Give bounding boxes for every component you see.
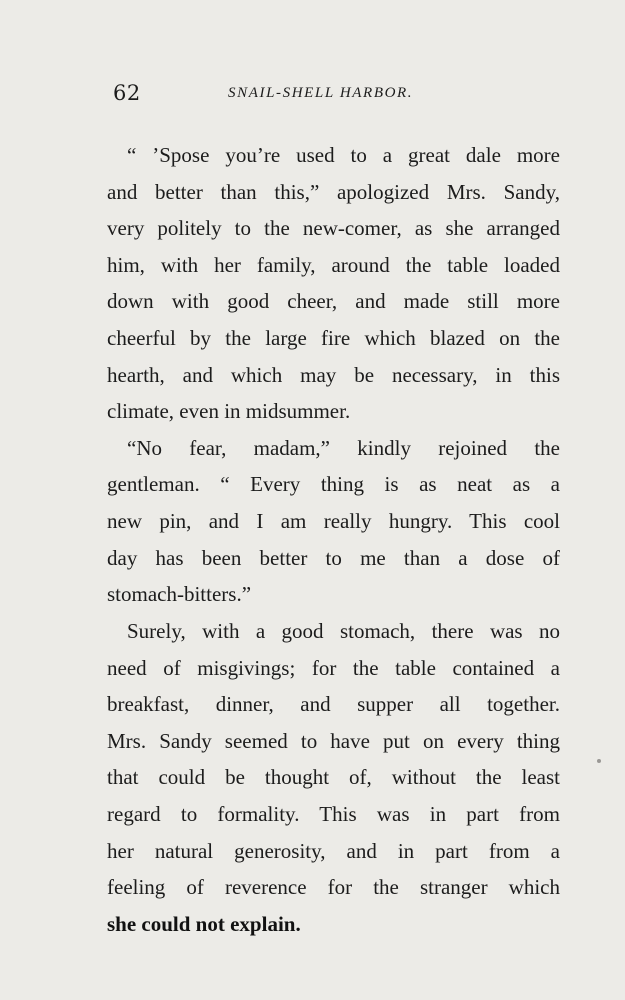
text-line: she could not explain. (107, 911, 301, 936)
text-line: Mrs. Sandy seemed to have put on every thing (107, 728, 560, 753)
running-head (0, 78, 625, 108)
text-line: gentleman. “ Every thing is as neat as a (107, 472, 560, 497)
text-line: feeling of reverence for the stranger which (107, 875, 560, 900)
text-line: stomach-bitters.” (107, 582, 252, 607)
text-line: need of misgivings; for the table contained a (107, 655, 560, 680)
text-line: regard to formality. This was in part from (107, 801, 560, 826)
text-line: that could be thought of, without the least (107, 765, 560, 790)
running-title: SNAIL-SHELL HARBOR. (228, 85, 414, 101)
text-line: hearth, and which may be necessary, in this (107, 362, 560, 387)
paper-speck (597, 759, 601, 763)
text-line: breakfast, dinner, and supper all together. (107, 692, 560, 717)
text-line: day has been better to me than a dose of (107, 545, 560, 570)
text-line: her natural generosity, and in part from a (107, 838, 560, 863)
text-line: “No fear, madam,” kindly rejoined the (127, 435, 560, 460)
text-line: very politely to the new-comer, as she arranged (107, 216, 560, 241)
text-line: new pin, and I am really hungry. This cool (107, 509, 560, 534)
body-text (107, 137, 560, 942)
text-line: Surely, with a good stomach, there was no (127, 618, 560, 643)
text-line: cheerful by the large fire which blazed on the (107, 326, 560, 351)
text-line: climate, even in midsummer. (107, 399, 351, 424)
text-line: “ ’Spose you’re used to a great dale more (127, 143, 560, 167)
text-line: down with good cheer, and made still more (107, 289, 560, 314)
page-number: 62 (113, 81, 141, 105)
text-line: and better than this,” apologized Mrs. Sandy, (107, 179, 560, 204)
text-line: him, with her family, around the table loaded (107, 252, 560, 277)
